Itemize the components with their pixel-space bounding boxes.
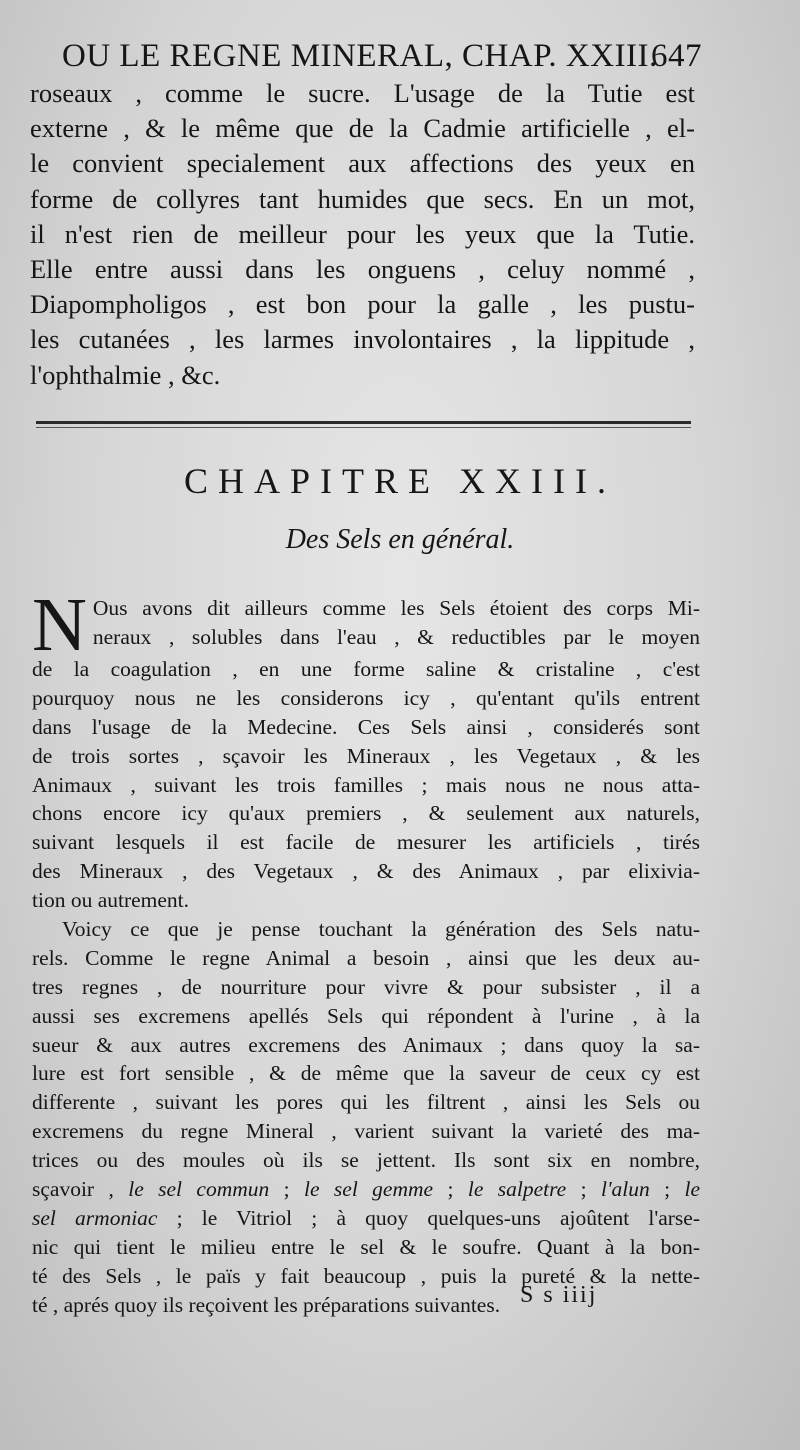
text-line: Elle entre aussi dans les onguens , celuy nommé , <box>30 253 695 284</box>
signature-mark: S s iiij <box>520 1282 598 1308</box>
text-line: rels. Comme le regne Animal a besoin , ainsi que les deux au- <box>32 945 700 970</box>
chapter-heading: CHAPITRE XXIII. <box>184 461 616 501</box>
text-fragment: ; <box>283 1177 290 1202</box>
text-line: tion ou autrement. <box>32 888 190 913</box>
salt-name-gemme: le sel gemme <box>304 1177 434 1202</box>
text-line: differente , suivant les pores qui les filtrent , ainsi les Sels ou <box>32 1090 700 1115</box>
text-line: l'ophthalmie , &c. <box>30 359 221 390</box>
text-line: chons encore icy qu'aux premiers , & seulement aux naturels, <box>32 801 700 826</box>
text-fragment: ; <box>447 1177 454 1202</box>
text-line: suivant lesquels il est facile de mesurer les artificiels , tirés <box>32 830 700 855</box>
section-divider-thin <box>36 427 691 428</box>
text-line: forme de collyres tant humides que secs. En un mot, <box>30 183 695 214</box>
chapter-subtitle: Des Sels en général. <box>285 524 515 555</box>
section-divider <box>36 421 691 424</box>
text-line: de trois sortes , sçavoir les Mineraux , les Vegetaux , & les <box>32 743 700 768</box>
text-line: excremens du regne Mineral , varient suivant la varieté des ma- <box>32 1119 700 1144</box>
text-line: externe , & le même que de la Cadmie artificielle , el- <box>30 113 695 144</box>
first-paragraph-opening <box>32 594 700 655</box>
text-line: roseaux , comme le sucre. L'usage de la Tutie est <box>30 78 695 108</box>
salt-name-common: le sel commun <box>128 1177 270 1202</box>
salt-name-armoniac-start: le <box>684 1177 700 1202</box>
text-line: le convient specialement aux affections des yeux en <box>30 148 695 179</box>
text-line: tres regnes , de nourriture pour vivre & pour subsister , il a <box>32 974 700 999</box>
salts-list-line <box>32 1175 700 1204</box>
salt-name-salpetre: le salpetre <box>467 1177 567 1202</box>
text-line: lure est fort sensible , & de même que la saveur de ceux cy est <box>32 1061 700 1086</box>
running-head-title: OU LE REGNE MINERAL, CHAP. XXIII. <box>62 38 658 74</box>
text-line: sueur & aux autres excremens des Animaux ; dans quoy la sa- <box>32 1032 700 1057</box>
text-line: nic qui tient le milieu entre le sel & le soufre. Quant à la bon- <box>32 1234 700 1259</box>
text-fragment: ; le Vitriol ; à quoy quelques-uns ajoûtent l'arse- <box>176 1205 700 1230</box>
salts-list-line <box>32 1204 700 1233</box>
chapter-body <box>32 594 700 1319</box>
text-line: des Mineraux , des Vegetaux , & des Animaux , par elixivia- <box>32 859 700 884</box>
text-line: Animaux , suivant les trois familles ; mais nous ne nous atta- <box>32 772 700 797</box>
text-line: té , aprés quoy ils reçoivent les préparations suivantes. <box>32 1292 501 1317</box>
text-line: il n'est rien de meilleur pour les yeux que la Tutie. <box>30 218 695 249</box>
salt-name-armoniac: sel armoniac <box>32 1205 158 1230</box>
salt-name-alun: l'alun <box>600 1177 650 1202</box>
text-line: Ous avons dit ailleurs comme les Sels étoient des corps Mi- <box>92 596 700 620</box>
text-fragment: ; <box>580 1177 587 1202</box>
text-line: Diapompholigos , est bon pour la galle , les pustu- <box>30 289 695 320</box>
text-line: Voicy ce que je pense touchant la génération des Sels natu- <box>62 917 700 942</box>
page-number: 647 <box>651 38 702 74</box>
text-line: pourquoy nous ne les considerons icy , qu'entant qu'ils entrent <box>32 685 700 710</box>
continued-paragraph <box>30 76 695 393</box>
running-head <box>62 38 702 75</box>
text-fragment: sçavoir , <box>32 1177 114 1202</box>
text-line: té des Sels , le païs y fait beaucoup , puis la pureté & la nette- <box>32 1263 700 1288</box>
text-line: aussi ses excremens apellés Sels qui répondent à l'urine , à la <box>32 1003 700 1028</box>
text-line: trices ou des moules où ils se jettent. Ils sont six en nombre, <box>32 1148 700 1173</box>
text-fragment: ; <box>664 1177 671 1202</box>
text-line: dans l'usage de la Medecine. Ces Sels ainsi , considerés sont <box>32 714 700 739</box>
text-line: neraux , solubles dans l'eau , & reductibles par le moyen <box>92 624 700 649</box>
text-line: les cutanées , les larmes involontaires , la lippitude , <box>30 324 695 355</box>
drop-cap: N <box>32 594 87 655</box>
text-line: de la coagulation , en une forme saline & cristaline , c'est <box>32 657 700 681</box>
